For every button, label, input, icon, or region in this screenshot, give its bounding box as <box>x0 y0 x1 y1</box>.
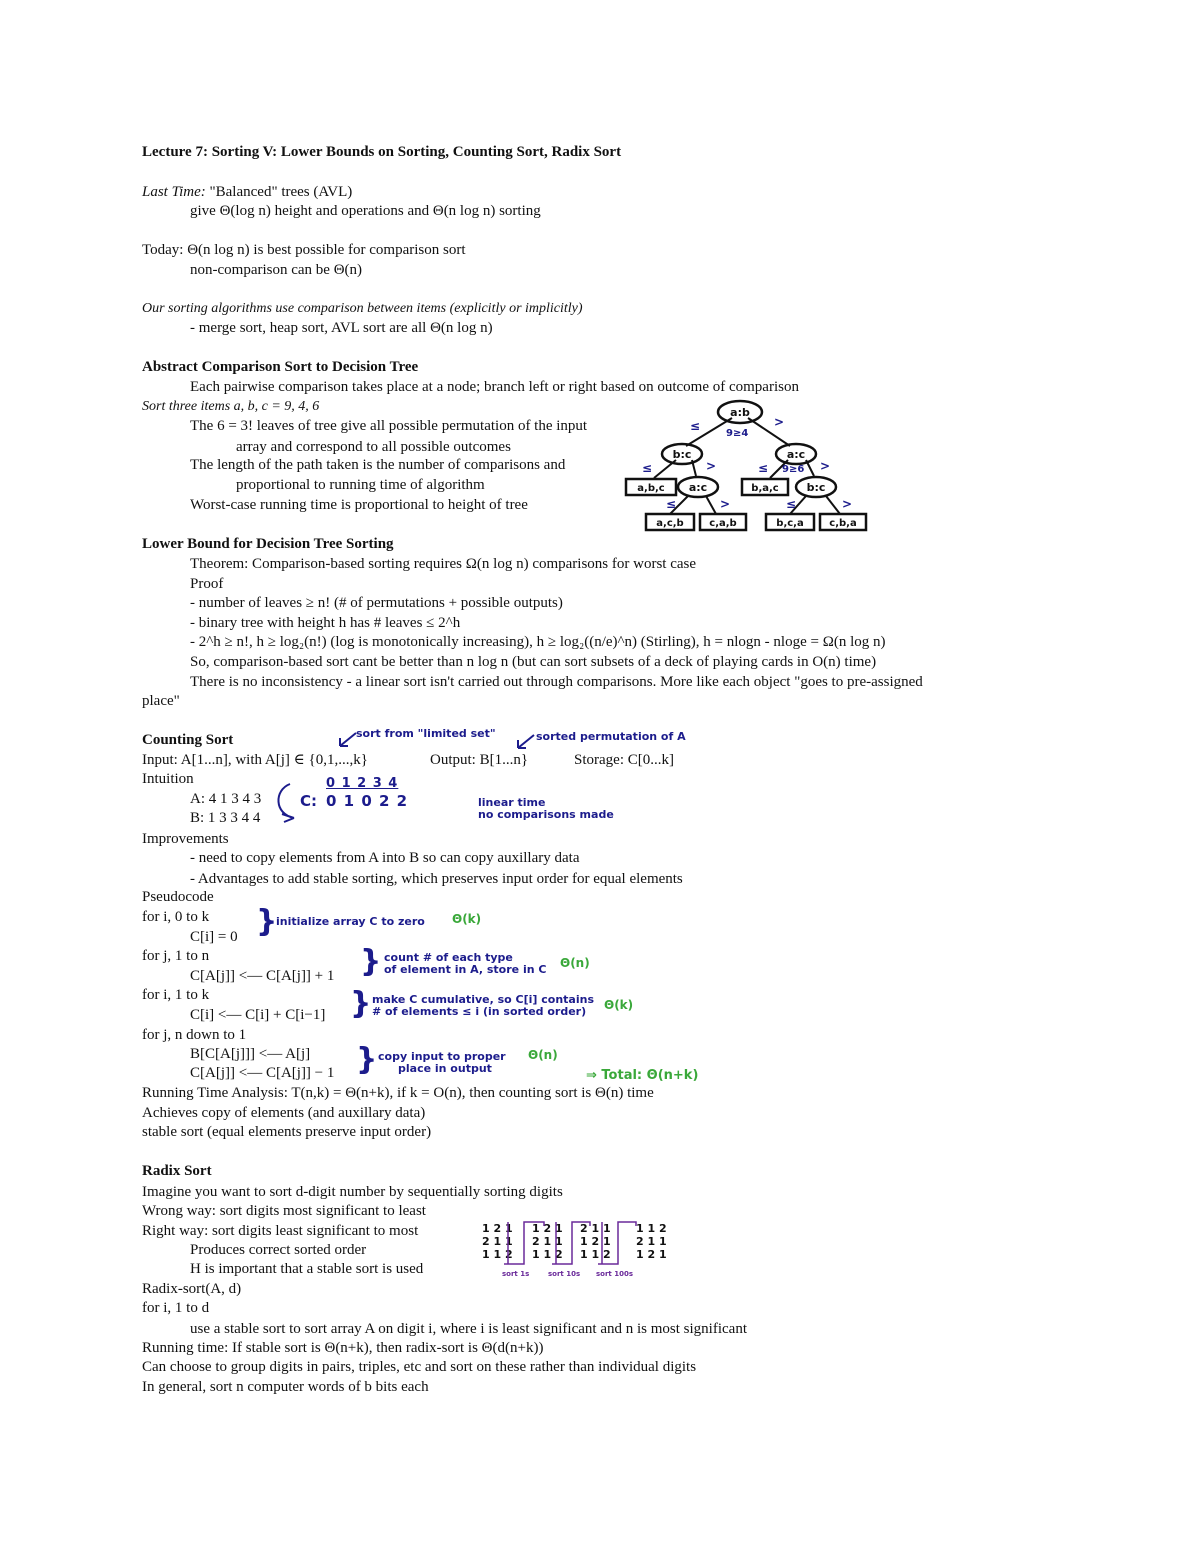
our-sorting-detail: - merge sort, heap sort, AVL sort are all Θ(n log n) <box>190 320 493 336</box>
counting-input-line: Input: A[1...n], with A[j] ∈ {0,1,...,k} <box>142 752 368 768</box>
decision-tree-line2: Sort three items a, b, c = 9, 4, 6 <box>142 399 320 414</box>
lower-bound-p4: So, comparison-based sort cant be better than n log n (but can sort subsets of a deck of playing cards in O(n) time) <box>190 654 877 670</box>
counting-ann2a: count # of each type <box>384 951 513 964</box>
brace-icon: } <box>256 904 278 939</box>
decision-tree-line1: Each pairwise comparison takes place at a node; branch left or right based on outcome of comparison <box>190 379 799 395</box>
counting-linear-note: linear time <box>478 796 546 809</box>
radix-digit-row: 1 1 2 <box>482 1248 513 1261</box>
counting-improvements: Improvements <box>142 831 229 847</box>
lower-bound-proof: Proof <box>190 576 224 592</box>
tree-leaf2-label: c,a,b <box>709 518 737 529</box>
tree-leaf3-label: b,c,a <box>776 518 804 529</box>
tree-le-root: ≤ <box>690 419 701 433</box>
today-line: Today: Θ(n log n) is best possible for comparison sort <box>142 242 466 258</box>
counting-intuition: Intuition <box>142 771 194 787</box>
code-line: C[i] = 0 <box>190 929 238 945</box>
counting-storage: Storage: C[0...k] <box>574 752 674 768</box>
radix-digit-row: 1 2 1 <box>580 1235 611 1248</box>
today-detail: non-comparison can be Θ(n) <box>190 262 363 278</box>
arrow-icon <box>514 732 538 752</box>
decision-tree-figure <box>620 396 876 536</box>
radix-l5: H is important that a stable sort is used <box>190 1261 424 1277</box>
counting-a-line: A: 4 1 3 4 3 <box>190 791 262 807</box>
radix-l4: Produces correct sorted order <box>190 1242 367 1258</box>
counting-ann1: initialize array C to zero <box>276 915 425 928</box>
code-line: C[A[j]] <— C[A[j]] + 1 <box>190 968 335 984</box>
tree-left-right-label: a:c <box>688 481 708 494</box>
brace-icon: } <box>350 986 372 1021</box>
counting-c-label: C: <box>300 792 318 810</box>
radix-l11: In general, sort n computer words of b bits each <box>142 1379 429 1395</box>
code-line: C[i] <— C[i] + C[i−1] <box>190 1007 326 1023</box>
radix-digit-row: 1 2 1 <box>636 1248 667 1261</box>
lower-bound-p5: There is no inconsistency - a linear sort isn't carried out through comparisons. More like each object "goes to pre-assigned <box>190 674 923 690</box>
tree-le-left: ≤ <box>642 461 653 475</box>
tree-leaf4-label: c,b,a <box>829 518 857 529</box>
code-line: for j, n down to 1 <box>142 1027 247 1043</box>
brace-icon: } <box>356 1042 378 1077</box>
tree-leaf-bac-label: b,a,c <box>751 483 779 494</box>
radix-digit-row: 1 1 2 <box>636 1222 667 1235</box>
counting-stable: stable sort (equal elements preserve input order) <box>142 1124 432 1140</box>
counting-achieves: Achieves copy of elements (and auxillary data) <box>142 1105 426 1121</box>
radix-digit-row: 1 1 2 <box>532 1248 563 1261</box>
arrow-icon <box>336 730 360 750</box>
lower-bound-theorem: Theorem: Comparison-based sorting requires Ω(n log n) comparisons for worst case <box>190 556 697 572</box>
tree-gt-root: > <box>774 415 785 429</box>
decision-tree-line7: Worst-case running time is proportional to height of tree <box>190 497 528 513</box>
radix-digit-row: 1 2 1 <box>482 1222 513 1235</box>
counting-ann2b: of element in A, store in C <box>384 963 547 976</box>
code-line: for i, 0 to k <box>142 909 210 925</box>
brace-icon: } <box>360 944 382 979</box>
counting-b-line: B: 1 3 3 4 4 <box>190 810 261 826</box>
tree-right-right-label: b:c <box>806 481 826 494</box>
tree-le-right: ≤ <box>758 461 769 475</box>
radix-digit-row: 2 1 1 <box>636 1235 667 1248</box>
counting-ann2-cost: Θ(n) <box>560 956 590 970</box>
counting-ann3b: # of elements ≤ i (in sorted order) <box>372 1005 587 1018</box>
counting-ann4-cost: Θ(n) <box>528 1048 558 1062</box>
counting-note-sort-from: sort from "limited set" <box>356 727 496 740</box>
radix-digit-row: 2 1 1 <box>580 1222 611 1235</box>
tree-left-label: b:c <box>672 448 692 461</box>
lower-bound-heading: Lower Bound for Decision Tree Sorting <box>142 536 394 552</box>
tree-leaf1-label: a,c,b <box>656 518 684 529</box>
tree-gt-right: > <box>820 459 831 473</box>
tree-root-label: a:b <box>730 406 750 419</box>
radix-sort-heading: Radix Sort <box>142 1163 212 1179</box>
counting-ann1-cost: Θ(k) <box>452 912 482 926</box>
tree-right-note: 9≥6 <box>782 464 805 475</box>
radix-l2: Wrong way: sort digits most significant to least <box>142 1203 426 1219</box>
radix-label-10s: sort 10s <box>548 1270 581 1278</box>
counting-ann3a: make C cumulative, so C[i] contains <box>372 993 595 1006</box>
radix-label-1s: sort 1s <box>502 1270 530 1278</box>
last-time-label: Last Time: <box>142 184 206 200</box>
counting-imp1: - need to copy elements from A into B so can copy auxillary data <box>190 850 580 866</box>
decision-tree-line3: The 6 = 3! leaves of tree give all possible permutation of the input <box>190 418 588 434</box>
code-line: for j, 1 to n <box>142 948 210 964</box>
lower-bound-p1: - number of leaves ≥ n! (# of permutations + possible outputs) <box>190 595 563 611</box>
lower-bound-p2: - binary tree with height h has # leaves ≤ 2^h <box>190 615 461 631</box>
counting-imp2: - Advantages to add stable sorting, which preserves input order for equal elements <box>190 871 683 887</box>
tree-gt-left: > <box>706 459 717 473</box>
tree-le-lr: ≤ <box>666 497 677 511</box>
our-sorting-line: Our sorting algorithms use comparison between items (explicitly or implicitly) <box>142 301 583 316</box>
tree-leaf-abc-label: a,b,c <box>637 483 665 494</box>
tree-root-note: 9≥4 <box>726 428 749 439</box>
counting-ann3-cost: Θ(k) <box>604 998 634 1012</box>
radix-figure <box>476 1220 686 1280</box>
counting-no-comp-note: no comparisons made <box>478 808 614 821</box>
radix-digit-row: 2 1 1 <box>532 1235 563 1248</box>
counting-c-index: 0 1 2 3 4 <box>326 776 399 791</box>
counting-sort-heading: Counting Sort <box>142 732 234 748</box>
radix-l9: Running time: If stable sort is Θ(n+k), then radix-sort is Θ(d(n+k)) <box>142 1340 544 1356</box>
last-time-detail: give Θ(log n) height and operations and Θ(n log n) sorting <box>190 203 541 219</box>
radix-l8: use a stable sort to sort array A on digit i, where i is least significant and n is most significant <box>190 1321 747 1337</box>
lower-bound-p3: - 2^h ≥ n!, h ≥ log₂(n!) (log is monotonically increasing), h ≥ log₂((n/e)^n) (Stirling), h = nlogn - nloge = Ω(n log n) <box>190 634 886 650</box>
code-line: C[A[j]] <— C[A[j]] − 1 <box>190 1065 335 1081</box>
tree-right-label: a:c <box>786 448 806 461</box>
radix-label-100s: sort 100s <box>596 1270 633 1278</box>
counting-ann4a: copy input to proper <box>378 1050 506 1063</box>
counting-note-sorted-perm: sorted permutation of A <box>536 730 686 743</box>
radix-digit-row: 1 2 1 <box>532 1222 563 1235</box>
last-time-line <box>142 183 352 201</box>
lower-bound-p5b: place" <box>142 693 180 709</box>
code-line: B[C[A[j]]] <— A[j] <box>190 1046 311 1062</box>
radix-l1: Imagine you want to sort d-digit number by sequentially sorting digits <box>142 1184 563 1200</box>
tree-gt-lr: > <box>720 497 731 511</box>
tree-gt-rr: > <box>842 497 853 511</box>
counting-running-time: Running Time Analysis: T(n,k) = Θ(n+k), if k = O(n), then counting sort is Θ(n) time <box>142 1085 654 1101</box>
decision-tree-line6: proportional to running time of algorithm <box>236 477 485 493</box>
radix-l3: Right way: sort digits least significant to most <box>142 1223 419 1239</box>
radix-l7: for i, 1 to d <box>142 1300 210 1316</box>
tree-le-rr: ≤ <box>786 497 797 511</box>
counting-output: Output: B[1...n} <box>430 752 529 768</box>
radix-digit-row: 2 1 1 <box>482 1235 513 1248</box>
radix-l10: Can choose to group digits in pairs, triples, etc and sort on these rather than individual digits <box>142 1359 697 1375</box>
decision-tree-line4: array and correspond to all possible outcomes <box>236 439 511 455</box>
counting-ann4b: place in output <box>398 1062 492 1075</box>
counting-total: ⇒ Total: Θ(n+k) <box>586 1068 699 1083</box>
decision-tree-line5: The length of the path taken is the number of comparisons and <box>190 457 566 473</box>
page-title: Lecture 7: Sorting V: Lower Bounds on Sorting, Counting Sort, Radix Sort <box>142 144 622 160</box>
code-line: for i, 1 to k <box>142 987 210 1003</box>
radix-digit-row: 1 1 2 <box>580 1248 611 1261</box>
counting-pseudocode: Pseudocode <box>142 889 214 905</box>
counting-c-values: 0 1 0 2 2 <box>326 792 409 810</box>
radix-l6: Radix-sort(A, d) <box>142 1281 242 1297</box>
decision-tree-heading: Abstract Comparison Sort to Decision Tree <box>142 359 419 375</box>
last-time-text: "Balanced" trees (AVL) <box>205 184 353 200</box>
